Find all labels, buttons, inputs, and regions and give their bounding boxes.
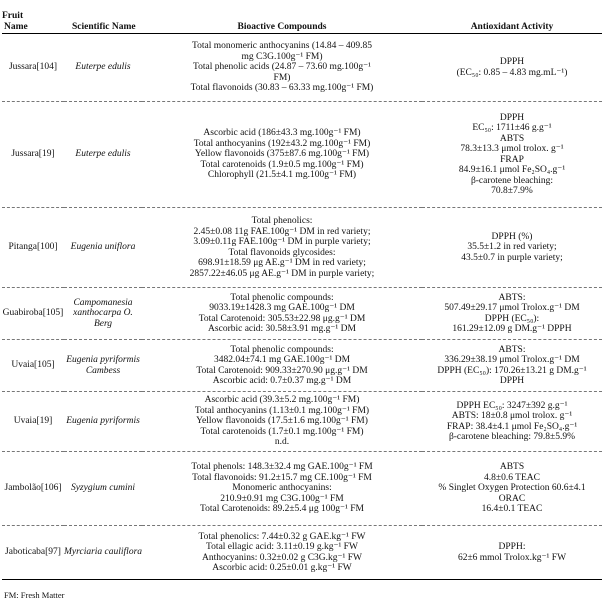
fruit-name: Jaboticaba[97] [2, 526, 64, 580]
antioxidant-line: DPPH (%) [491, 231, 533, 242]
header-row [2, 2, 602, 34]
bioactive-line: mg C3G.100g⁻¹ FM) [241, 51, 323, 62]
table-row [2, 452, 602, 526]
antioxidant-activity [422, 340, 602, 392]
bioactive-line: 3.09±0.11g FAE.100g⁻¹ DM in purple variety; [193, 237, 371, 247]
antioxidant-line: 84.9±16.1 μmol Fe₂SO₄.g⁻¹ [458, 165, 566, 175]
bioactive-line: Ascorbic acid: 30.58±3.91 mg.g⁻¹ DM [208, 324, 356, 334]
table-row [2, 34, 602, 102]
bioactive-compounds [142, 340, 422, 392]
bioactive-line: Chlorophyll (21.5±4.1 mg.100g⁻¹ FM) [207, 170, 357, 181]
antioxidant-line: FRAP [500, 154, 524, 165]
fruit-name: Uvaia[105] [2, 340, 64, 392]
fruit-name: Jussara[104] [2, 34, 64, 102]
bioactive-line: Total phenolics: [251, 216, 313, 226]
bioactive-line: Total phenols: 148.3±32.4 mg GAE.100g⁻¹ FM [191, 462, 373, 473]
header-bioactive: Bioactive Compounds [142, 2, 422, 34]
bioactive-line: Total Carotenoid: 909.33±270.90 μg.g⁻¹ DM [196, 365, 368, 376]
bioactive-line: Ascorbic acid: 0.25±0.01 g.kg⁻¹ FW [212, 563, 352, 573]
antioxidant-line: ABTS [499, 462, 525, 473]
footnote: FM: Fresh Matter [4, 590, 65, 600]
scientific-name: Eugenia pyriformis [64, 392, 142, 452]
antioxidant-line: β-carotene bleaching: 79.8±5.9% [448, 432, 576, 442]
bioactive-line: 2.45±0.08 11g FAE.100g⁻¹ DM in red variety; [193, 226, 371, 237]
antioxidant-line: DPPH [499, 112, 525, 123]
antioxidant-line: 16.4±0.1 TEAC [481, 504, 543, 515]
table-row [2, 392, 602, 452]
bioactive-compounds [142, 288, 422, 340]
antioxidant-activity [422, 102, 602, 208]
antioxidant-line: % Singlet Oxygen Protection 60.6±4.1 [438, 483, 586, 494]
antioxidant-line: 4.8±0.6 TEAC [484, 472, 540, 483]
bioactive-line: Total monomeric anthocyanins (14.84 – 409.85 [191, 41, 373, 52]
scientific-name: Euterpe edulis [64, 102, 142, 208]
bioactive-line: Total carotenoids (1.9±0.5 mg.100g⁻¹ FM) [200, 159, 364, 170]
antioxidant-line: β-carotene bleaching: [470, 175, 554, 186]
bioactive-line: FM) [273, 72, 291, 83]
fruit-name: Pitanga[100] [2, 208, 64, 288]
bioactive-compounds [142, 208, 422, 288]
fruit-name: Jambolão[106] [2, 452, 64, 526]
bioactive-compounds [142, 34, 422, 102]
bioactive-compounds [142, 452, 422, 526]
antioxidant-line: 507.49±29.17 μmol Trolox.g⁻¹ DM [444, 303, 580, 313]
table-row [2, 208, 602, 288]
antioxidant-line: DPPH: [498, 542, 526, 552]
fruit-name: Uvaia[19] [2, 392, 64, 452]
bioactive-line: Ascorbic acid (186±43.3 mg.100g⁻¹ FM) [203, 128, 361, 139]
bioactive-line: Ascorbic acid: 0.7±0.37 mg.g⁻¹ DM [212, 376, 352, 386]
bioactive-line: Total anthocyanins (1.13±0.1 mg.100g⁻¹ FM) [194, 405, 370, 416]
header-scientific-name [2, 2, 142, 34]
antioxidant-line: DPPH [499, 57, 525, 67]
scientific-name: Eugenia uniflora [64, 208, 142, 288]
bioactive-line: Yellow flavonoids (375±87.6 mg.100g⁻¹ FM) [194, 149, 370, 160]
bioactive-line: Anthocyanins: 0.32±0.02 g C3G.kg⁻¹ FW [201, 552, 363, 563]
fruit-name: Jussara[19] [2, 102, 64, 208]
antioxidant-line: (EC₅₀: 0.85 – 4.83 mg.mL⁻¹) [456, 67, 568, 78]
bioactive-line: 3482.04±74.1 mg GAE.100g⁻¹ DM [213, 355, 351, 365]
header-fruit: Fruit [2, 11, 24, 21]
bioactive-compounds [142, 526, 422, 580]
bioactive-line: Yellow flavonoids (17.5±1.6 mg.100g⁻¹ FM) [196, 416, 368, 427]
antioxidant-line: DPPH EC₅₀: 3247±392 g.g⁻¹ [456, 400, 568, 411]
antioxidant-line: ABTS [499, 133, 525, 144]
antioxidant-activity [422, 208, 602, 288]
antioxidant-activity [422, 288, 602, 340]
antioxidant-line: ABTS: [498, 292, 526, 303]
antioxidant-activity [422, 526, 602, 580]
antioxidant-line: 43.5±0.7 in purple variety; [461, 252, 563, 263]
bioactive-line: Monomeric anthocyanins: [232, 483, 332, 494]
antioxidant-line: 78.3±13.3 μmol trolox. g⁻¹ [460, 144, 564, 154]
antioxidant-activity [422, 392, 602, 452]
bioactive-line: Total carotenoids (1.7±0.1 mg.100g⁻¹ FM) [200, 426, 364, 437]
bioactive-line: Total flavonoids glycosides: [228, 247, 336, 258]
antioxidant-line: 62±6 mmol Trolox.kg⁻¹ FW [457, 552, 567, 563]
fruit-name: Guabiroba[105] [2, 288, 64, 340]
bioactive-line: Total anthocyanins (192±43.2 mg.100g⁻¹ FM) [193, 138, 371, 149]
table-row [2, 288, 602, 340]
bioactive-line: 210.9±0.91 mg C3G.100g⁻¹ FM [220, 493, 344, 504]
bioactive-compounds [142, 102, 422, 208]
header-name: Name [2, 2, 64, 34]
table-row [2, 340, 602, 392]
header-antioxidant: Antioxidant Activity [422, 2, 602, 34]
bioactive-line: Total flavonoids: 91.2±15.7 mg CE.100g⁻¹ FM [192, 472, 372, 483]
bioactive-line: Total Carotenoids: 89.2±5.4 μg 100g⁻¹ FM [200, 504, 364, 515]
antioxidant-activity [422, 34, 602, 102]
scientific-name: Campomanesia xanthocarpa O. Berg [64, 288, 142, 340]
bioactive-line: Total phenolic compounds: [230, 292, 334, 303]
bioactive-line: Total Carotenoid: 305.53±22.98 μg.g⁻¹ DM [198, 313, 366, 324]
table-row [2, 102, 602, 208]
antioxidant-line: 336.29±38.19 μmol Trolox.g⁻¹ DM [444, 355, 580, 365]
antioxidant-line: DPPH [499, 376, 525, 386]
scientific-name: Syzygium cumini [64, 452, 142, 526]
antioxidant-activity [422, 452, 602, 526]
bioactive-line: Total phenolic compounds: [230, 344, 334, 355]
table-row [2, 526, 602, 580]
scientific-name: Euterpe edulis [64, 34, 142, 102]
antioxidant-line: DPPH (EC₅₀): [484, 313, 540, 324]
antioxidant-line: ABTS: 18±0.8 μmol trolox. g⁻¹ [451, 411, 573, 421]
scientific-name: Myrciaria cauliflora [64, 526, 142, 580]
bioactive-line: n.d. [274, 437, 290, 448]
bioactive-line: Ascorbic acid (39.3±5.2 mg.100g⁻¹ FM) [204, 395, 360, 406]
bioactive-line: 2857.22±46.05 μg AE.g⁻¹ DM in purple variety; [189, 268, 375, 279]
antioxidant-line: ORAC [498, 493, 526, 504]
antioxidant-line: 161.29±12.09 g DM.g⁻¹ DPPH [452, 324, 572, 334]
header-scientific: Scientific Name [72, 21, 136, 32]
bioactive-line: Total flavonoids (30.83 – 63.33 mg.100g⁻¹ FM) [190, 83, 374, 94]
bioactive-line: Total phenolic acids (24.87 – 73.60 mg.100g⁻¹ [193, 62, 371, 73]
bioactive-compounds [142, 392, 422, 452]
bioactive-line: Total ellagic acid: 3.11±0.19 g.kg⁻¹ FW [206, 542, 358, 552]
antioxidant-line: DPPH (EC₅₀): 170.26±13.21 g DM.g⁻¹ [437, 365, 587, 376]
fruit-bioactive-table [2, 2, 602, 580]
antioxidant-line: 35.5±1.2 in red variety; [467, 242, 557, 253]
antioxidant-line: EC₅₀: 1711±46 g.g⁻¹ [472, 123, 552, 133]
antioxidant-line: 70.8±7.9% [491, 186, 533, 196]
bioactive-line: 9033.19±1428.3 mg GAE.100g⁻¹ DM [209, 303, 355, 313]
antioxidant-line: ABTS: [498, 344, 526, 355]
antioxidant-line: FRAP: 38.4±4.1 μmol Fe₂SO₄.g⁻¹ [446, 421, 578, 432]
bioactive-line: 698.91±18.59 μg AE.g⁻¹ DM in red variety; [198, 258, 366, 268]
scientific-name: Eugenia pyriformis Cambess [64, 340, 142, 392]
bioactive-line: Total phenolics: 7.44±0.32 g GAE.kg⁻¹ FW [198, 531, 366, 542]
